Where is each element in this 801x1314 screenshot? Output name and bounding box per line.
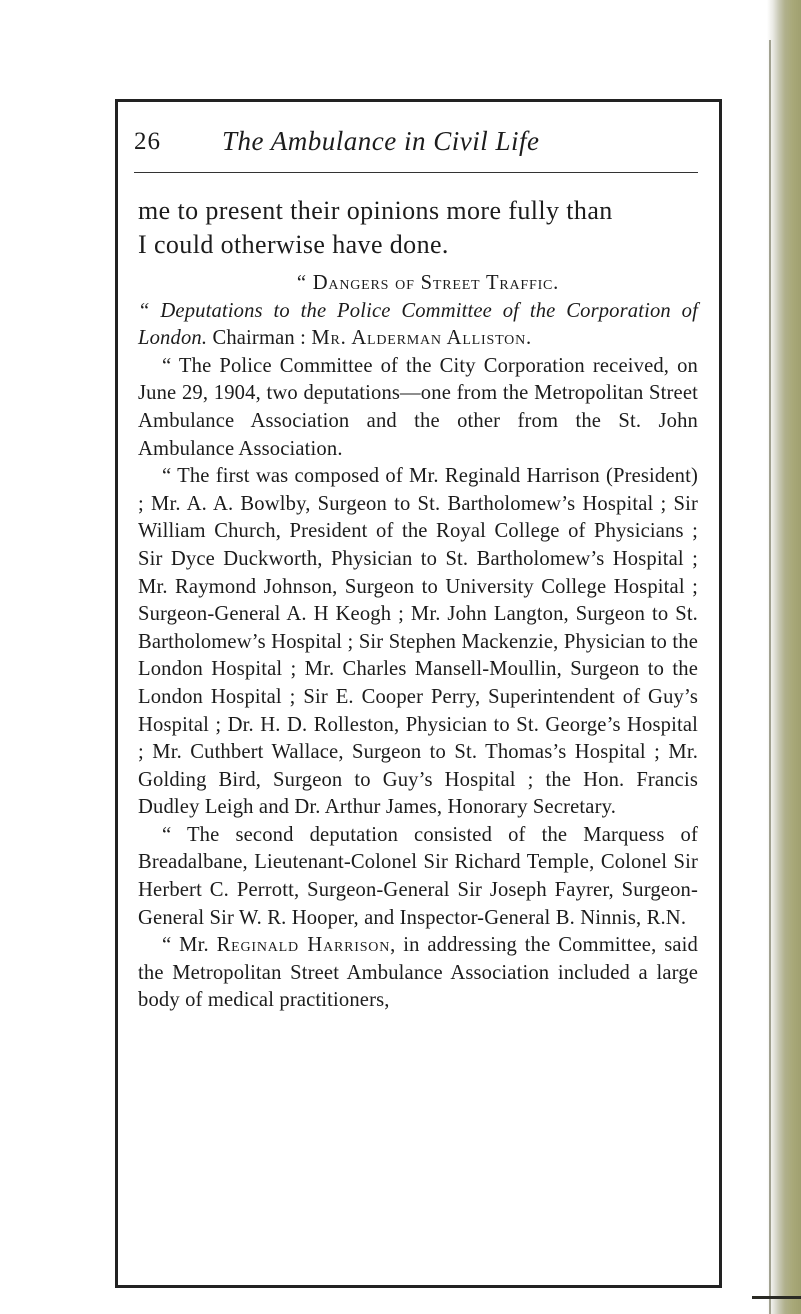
deputations-chairman: Mr. Alderman Alliston. xyxy=(311,327,532,350)
body-text xyxy=(138,194,698,1015)
page-number: 26 xyxy=(134,128,161,155)
opening-line-1: me to present their opinions more fully than xyxy=(138,196,613,225)
paragraph-4 xyxy=(138,932,698,1015)
bottom-edge-rule xyxy=(752,1296,801,1299)
paragraph-4-open: “ Mr. xyxy=(162,934,217,957)
paragraph-1: “ The Police Committee of the City Corporation received, on June 29, 1904, two deputations—one from the Metropolitan Street Ambulance Association and the other from the St. John Ambulance Association. xyxy=(138,354,698,460)
header-rule xyxy=(134,172,698,173)
paragraph-2: “ The first was composed of Mr. Reginald Harrison (President) ; Mr. A. A. Bowlby, Surgeon to St. Bartholomew’s Hospital ; Sir William Church, President of the Royal College of Physicians ; Sir Dyce Duckworth, Physician to St. Bartholomew’s Hospital ; Mr. Raymond Johnson, Surgeon to University College Hospital ; Surgeon-General A. H Keogh ; Mr. John Langton, Surgeon to St. Bartholomew’s Hospital ; Sir Stephen Mackenzie, Physician to the London Hospital ; Mr. Charles Mansell-Moullin, Surgeon to the London Hospital ; Sir E. Cooper Perry, Superintendent of Guy’s Hospital ; Dr. H. D. Rolleston, Physician to St. George’s Hospital ; Mr. Cuthbert Wallace, Surgeon to St. Thomas’s Hospital ; Mr. Golding Bird, Surgeon to Guy’s Hospital ; the Hon. Francis Dudley Leigh and Dr. Arthur James, Honorary Secretary. xyxy=(138,465,698,819)
paragraph-4-rest: , in addressing the Committee, said the Metropolitan Street Ambulance Association included a large body of medical practitioners, xyxy=(138,934,698,1012)
running-title: The Ambulance in Civil Life xyxy=(222,126,540,156)
deputations-intro-italic: “ Deputations to the Police Committee of the Corporation of London. xyxy=(138,299,698,350)
deputations-intro-plain: Chairman : xyxy=(207,327,312,350)
section-heading: “ Dangers of Street Traffic. xyxy=(296,272,560,294)
page-edge-line xyxy=(769,40,771,1314)
deputations-intro xyxy=(138,298,698,353)
page-edge-shadow xyxy=(767,0,801,1314)
paragraph-4-name: Reginald Harrison xyxy=(216,934,391,957)
opening-sentence xyxy=(138,194,698,262)
opening-line-2: I could otherwise have done. xyxy=(138,230,449,259)
paragraph-3: “ The second deputation consisted of the Marquess of Breadalbane, Lieutenant-Colonel Sir Richard Temple, Colonel Sir Herbert C. Perrott, Surgeon-General Sir Joseph Fayrer, Surgeon-General Sir W. R. Hooper, and Inspector-General B. Ninnis, R.N. xyxy=(138,823,698,929)
running-header xyxy=(134,128,704,164)
